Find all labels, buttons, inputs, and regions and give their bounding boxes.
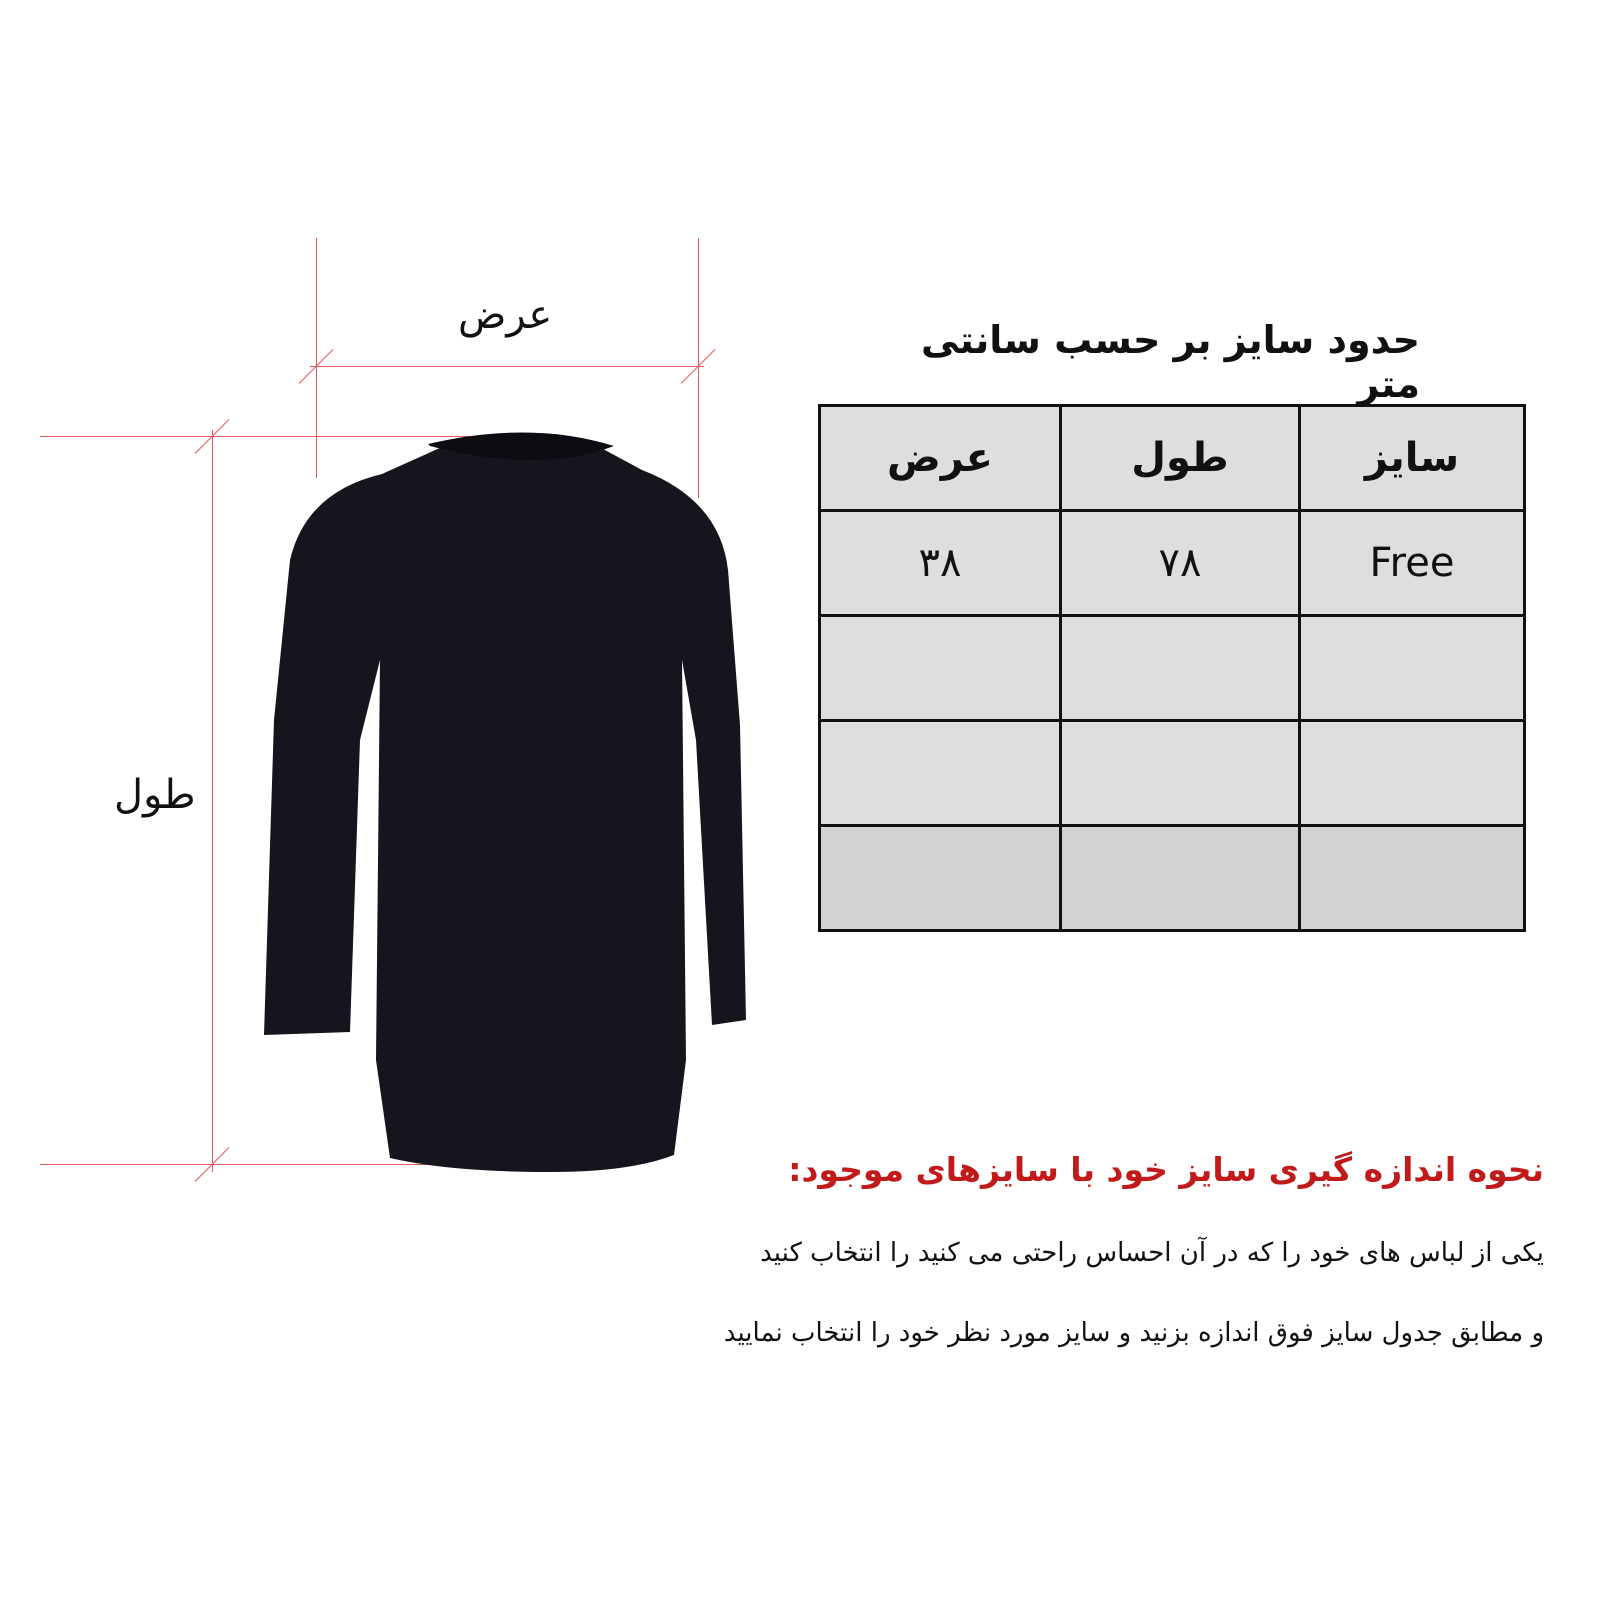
size-table-title: حدود سایز بر حسب سانتی متر — [921, 318, 1420, 406]
instructions-line-1: یکی از لباس های خود را که در آن احساس راحتی می کنید را انتخاب کنید — [760, 1238, 1544, 1268]
table-cell — [820, 826, 1061, 931]
table-row — [820, 511, 1525, 616]
sweater-image — [250, 420, 750, 1180]
table-cell — [1300, 616, 1525, 721]
table-header-row — [820, 406, 1525, 511]
table-cell — [1061, 826, 1300, 931]
table-cell — [1300, 826, 1525, 931]
table-row — [820, 721, 1525, 826]
table-cell — [1300, 721, 1525, 826]
length-dimension-line — [212, 430, 213, 1172]
table-cell: Free — [1300, 511, 1525, 616]
width-label: عرض — [458, 292, 553, 338]
table-cell — [820, 616, 1061, 721]
table-cell: ۳۸ — [820, 511, 1061, 616]
instructions-line-2: و مطابق جدول سایز فوق اندازه بزنید و سایز مورد نظر خود را انتخاب نمایید — [723, 1318, 1544, 1348]
table-cell — [1061, 616, 1300, 721]
table-cell — [820, 721, 1061, 826]
size-table — [818, 404, 1526, 932]
table-row — [820, 616, 1525, 721]
length-label: طول — [114, 772, 196, 818]
header-width: عرض — [820, 406, 1061, 511]
header-length: طول — [1061, 406, 1300, 511]
table-cell — [1061, 721, 1300, 826]
sweater-body — [264, 433, 746, 1172]
instructions-heading: نحوه اندازه گیری سایز خود با سایزهای موجود: — [788, 1150, 1544, 1189]
table-cell: ۷۸ — [1061, 511, 1300, 616]
header-size: سایز — [1300, 406, 1525, 511]
table-row — [820, 826, 1525, 931]
width-dimension-line — [310, 366, 704, 367]
